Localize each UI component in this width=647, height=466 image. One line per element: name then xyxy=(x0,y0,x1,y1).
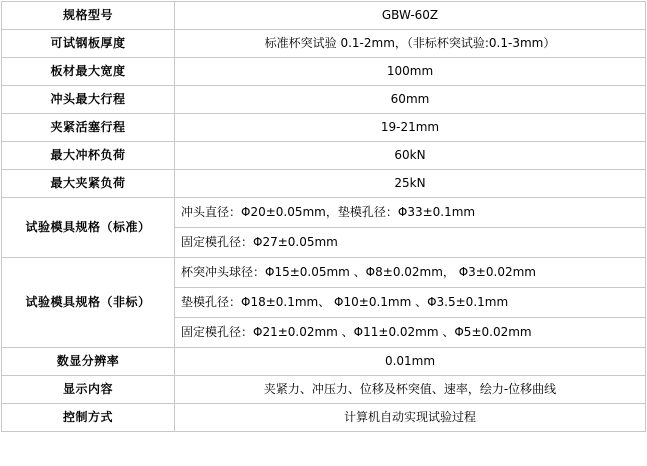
row-value-line: 固定模孔径：Φ21±0.02mm 、Φ11±0.02mm 、Φ5±0.02mm xyxy=(175,318,646,348)
row-value: GBW-60Z xyxy=(175,2,646,30)
row-value-line: 杯突冲头球径：Φ15±0.05mm 、Φ8±0.02mm， Φ3±0.02mm xyxy=(175,258,646,288)
row-value: 60mm xyxy=(175,86,646,114)
row-label: 夹紧活塞行程 xyxy=(2,114,175,142)
table-row xyxy=(2,170,646,198)
row-label: 冲头最大行程 xyxy=(2,86,175,114)
row-value: 19-21mm xyxy=(175,114,646,142)
table-row xyxy=(2,58,646,86)
row-label: 可试钢板厚度 xyxy=(2,30,175,58)
table-row xyxy=(2,86,646,114)
table-row xyxy=(2,30,646,58)
row-value: 60kN xyxy=(175,142,646,170)
table-body xyxy=(2,2,646,432)
table-row xyxy=(2,142,646,170)
table-row xyxy=(2,258,646,288)
table-row xyxy=(2,348,646,376)
row-value: 计算机自动实现试验过程 xyxy=(175,404,646,432)
table-row xyxy=(2,404,646,432)
specification-table xyxy=(1,1,646,432)
row-value-line: 固定模孔径：Φ27±0.05mm xyxy=(175,228,646,258)
row-label: 规格型号 xyxy=(2,2,175,30)
row-label: 试验模具规格（标准） xyxy=(2,198,175,258)
row-label: 试验模具规格（非标） xyxy=(2,258,175,348)
table-row xyxy=(2,114,646,142)
row-value-line: 冲头直径：Φ20±0.05mm，垫模孔径：Φ33±0.1mm xyxy=(175,198,646,228)
table-row xyxy=(2,198,646,228)
row-label: 数显分辨率 xyxy=(2,348,175,376)
row-label: 最大夹紧负荷 xyxy=(2,170,175,198)
table-row xyxy=(2,2,646,30)
row-value: 夹紧力、冲压力、位移及杯突值、速率，绘力-位移曲线 xyxy=(175,376,646,404)
row-value: 标准杯突试验 0.1-2mm，（非标杯突试验:0.1-3mm） xyxy=(175,30,646,58)
row-label: 控制方式 xyxy=(2,404,175,432)
row-label: 显示内容 xyxy=(2,376,175,404)
row-label: 最大冲杯负荷 xyxy=(2,142,175,170)
row-value: 0.01mm xyxy=(175,348,646,376)
row-value-line: 垫模孔径：Φ18±0.1mm、 Φ10±0.1mm 、Φ3.5±0.1mm xyxy=(175,288,646,318)
table-row xyxy=(2,376,646,404)
row-label: 板材最大宽度 xyxy=(2,58,175,86)
row-value: 100mm xyxy=(175,58,646,86)
row-value: 25kN xyxy=(175,170,646,198)
